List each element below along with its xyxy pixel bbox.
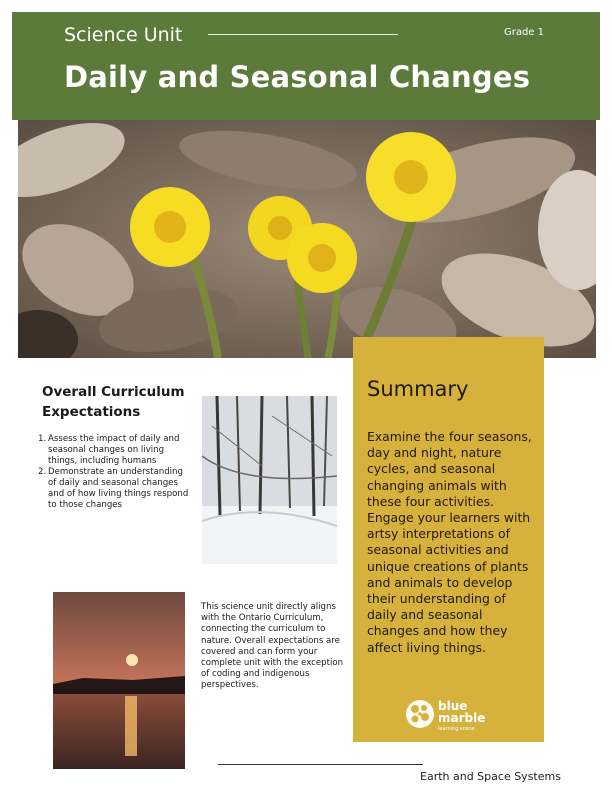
grade-label: Grade 1 — [503, 27, 544, 38]
header-divider — [208, 34, 398, 35]
list-text: Demonstrate an understanding of daily and seasonal changes and of how living things respond to those changes — [48, 467, 189, 510]
list-item — [40, 467, 190, 511]
blue-marble-logo — [405, 699, 505, 735]
summary-title: Summary — [367, 377, 469, 401]
sunset-lake-photo — [53, 592, 185, 769]
logo-line-1: blue — [438, 699, 468, 713]
curriculum-list — [40, 434, 190, 511]
list-item — [40, 434, 190, 467]
flower-1 — [130, 187, 210, 267]
flower-4 — [366, 132, 456, 222]
footer-divider — [218, 764, 423, 765]
flower-3 — [287, 223, 357, 293]
list-number: 1. — [38, 434, 47, 444]
hero-photo-coltsfoot — [18, 120, 596, 358]
winter-forest-photo — [202, 396, 337, 564]
curriculum-heading: Overall Curriculum Expectations — [42, 384, 185, 420]
page-title: Daily and Seasonal Changes — [64, 60, 531, 94]
logo-line-3: learning scene — [438, 726, 475, 732]
footer-strand: Earth and Space Systems — [420, 770, 561, 783]
list-text: Assess the impact of daily and seasonal changes on living things, including humans — [48, 434, 180, 466]
logo-line-2: marble — [438, 711, 486, 725]
unit-label: Science Unit — [64, 24, 183, 46]
summary-panel — [353, 337, 544, 742]
marble-icon — [405, 699, 435, 729]
summary-text: Examine the four seasons, day and night, nature cycles, and seasonal changing animals with these four activities. Engage your learners with artsy interpretations of seasonal activities and unique creations of plants and animals to develop their understanding of daily and seasonal changes and how they affect living things. — [367, 429, 532, 655]
unit-description: This science unit directly aligns with the Ontario Curriculum, connecting the curriculum to nature. Overall expectations are covered and can form your complete unit with the exception of coding and indigenous perspectives. — [201, 602, 344, 691]
list-number: 2. — [38, 467, 47, 477]
header-banner — [12, 12, 600, 120]
